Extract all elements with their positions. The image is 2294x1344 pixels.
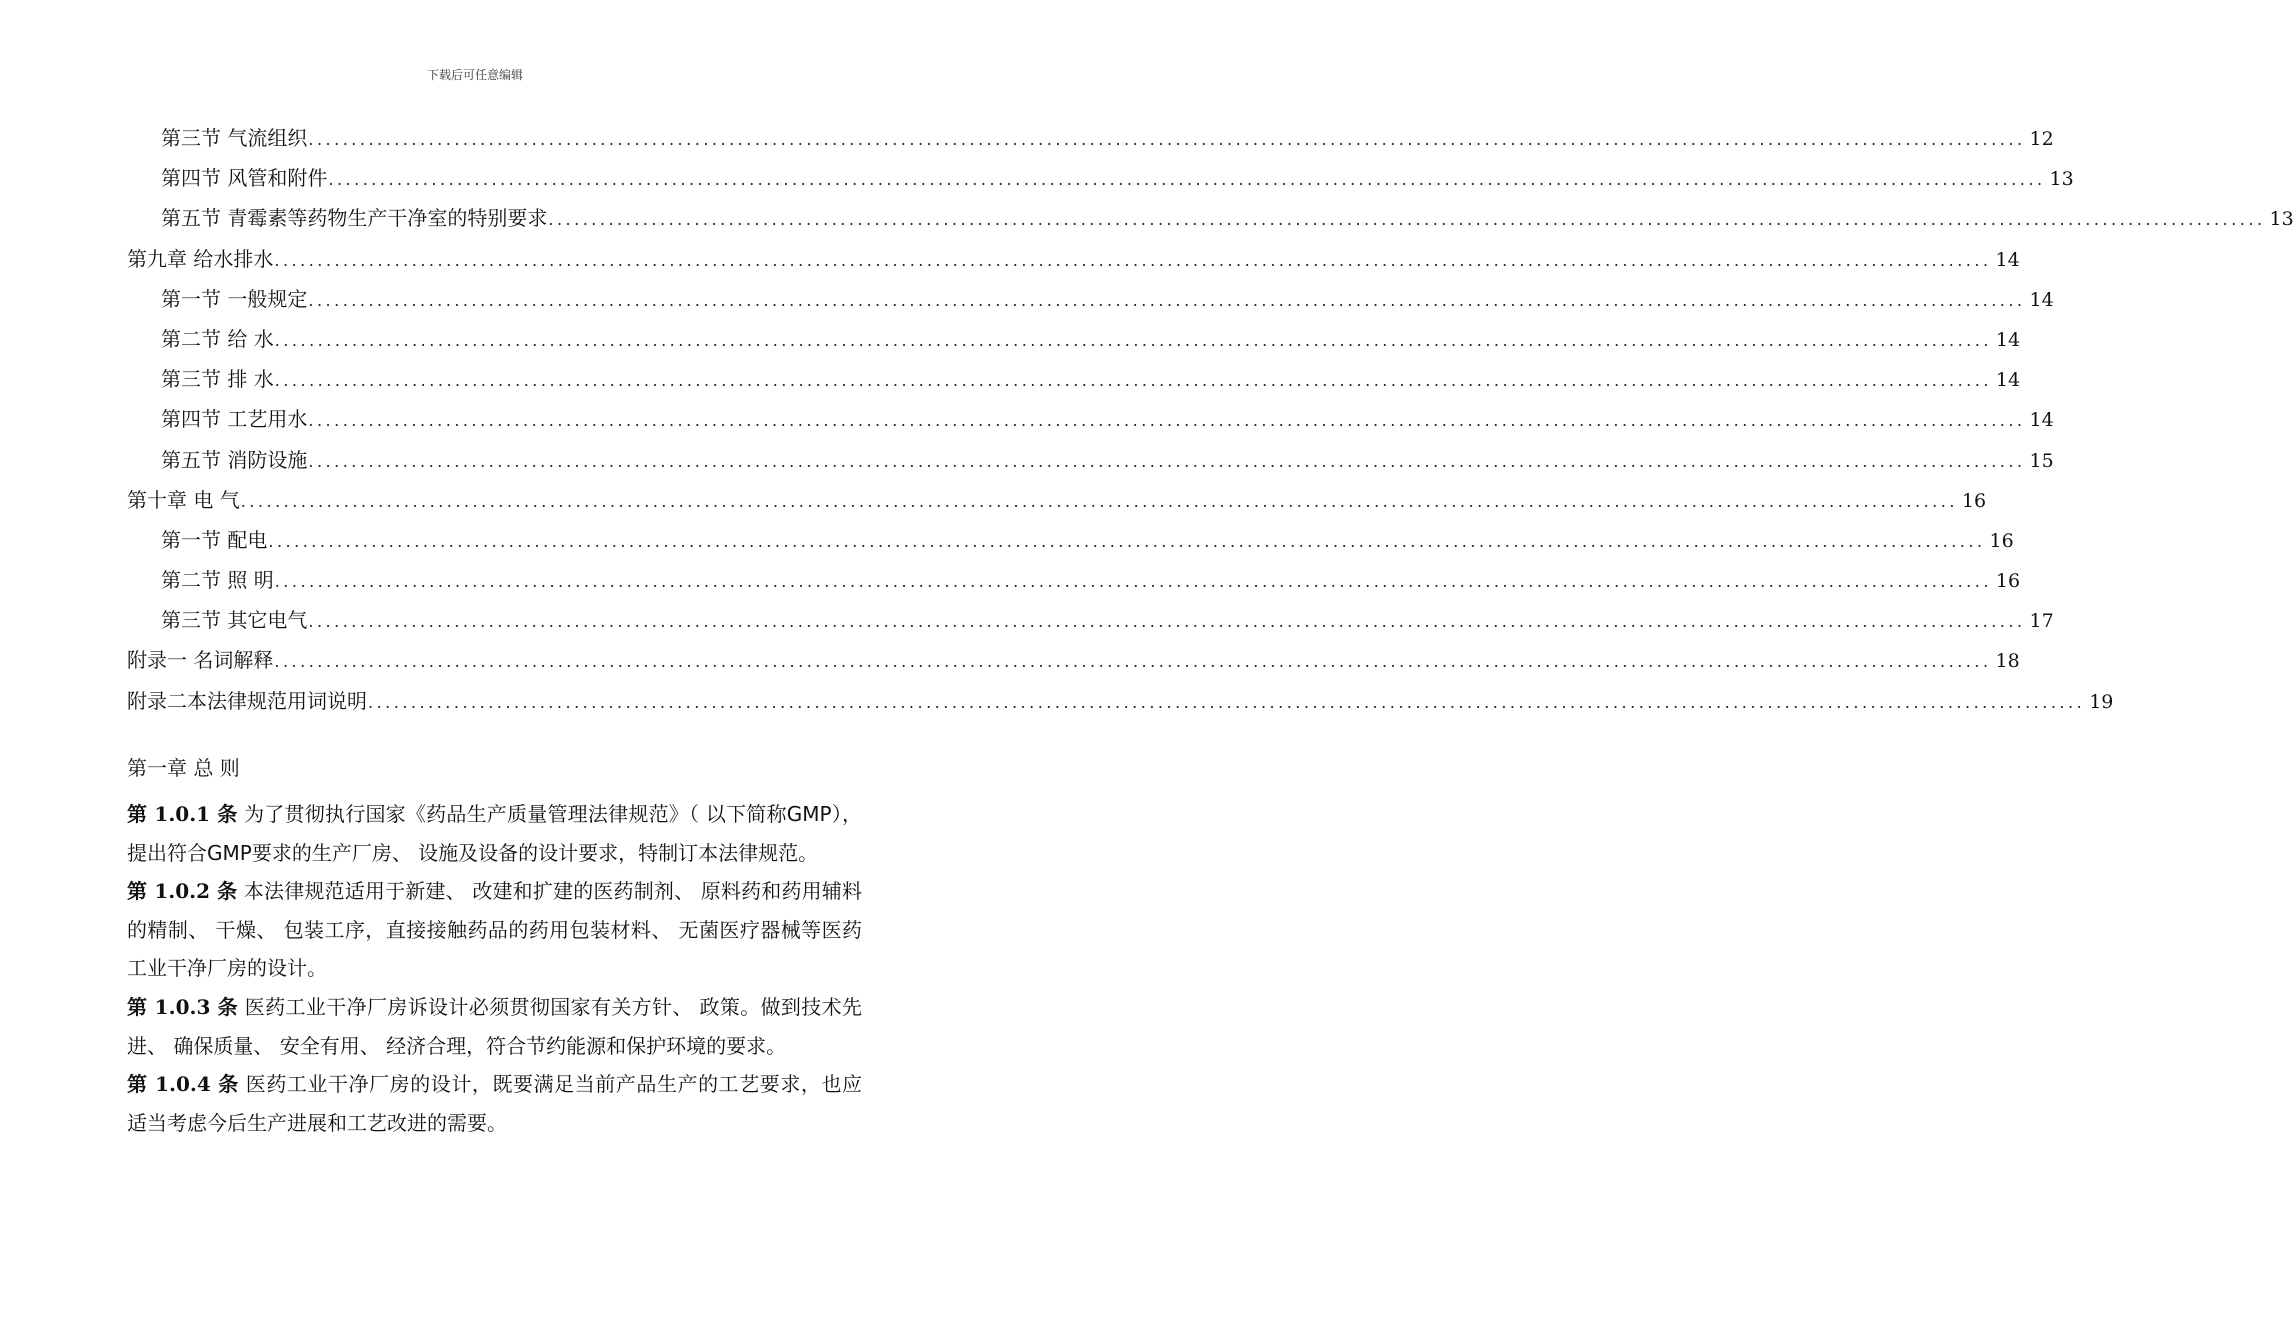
toc-leader-dots: ........................................................................................................................................................................................................ bbox=[308, 612, 2026, 632]
toc-entry bbox=[127, 600, 2054, 640]
toc-entry-page: 16 bbox=[1989, 529, 2014, 552]
toc-entry-page: 14 bbox=[1995, 328, 2021, 351]
table-of-contents bbox=[127, 118, 2294, 721]
toc-entry-title: 第五节 消防设施 bbox=[161, 447, 308, 472]
toc-leader-dots: ........................................................................................................................................................................................................ bbox=[274, 572, 1992, 592]
toc-leader-dots: ........................................................................................................................................................................................................ bbox=[274, 330, 1992, 350]
toc-entry-title: 第四节 工艺用水 bbox=[161, 407, 308, 432]
toc-entry-title: 第四节 风管和附件 bbox=[161, 166, 328, 191]
toc-entry-title: 附录一 名词解释 bbox=[127, 648, 274, 673]
article-text: 为了贯彻执行国家《药品生产质量管理法律规范》（ 以下简称GMP），提出符合GMP要求的生产厂房、 设施及设备的设计要求，特制订本法律规范。 bbox=[127, 802, 863, 865]
toc-entry bbox=[127, 440, 2054, 480]
article-number: 第 1.0.3 条 bbox=[127, 994, 239, 1019]
toc-entry bbox=[127, 399, 2054, 439]
toc-entry-page: 15 bbox=[2029, 449, 2054, 472]
toc-leader-dots: ........................................................................................................................................................................................................ bbox=[368, 692, 2086, 712]
toc-entry-title: 第一节 一般规定 bbox=[161, 286, 308, 311]
articles-body bbox=[127, 795, 862, 1142]
toc-entry-page: 13 bbox=[2049, 168, 2074, 191]
article-text: 医药工业干净厂房诉设计必须贯彻国家有关方针、 政策。做到技术先进、 确保质量、 安全有用、 经济合理，符合节约能源和保护环境的要求。 bbox=[127, 994, 863, 1058]
article-paragraph bbox=[127, 1065, 862, 1142]
toc-entry-page: 12 bbox=[2029, 128, 2054, 150]
toc-leader-dots: ........................................................................................................................................................................................................ bbox=[268, 531, 1986, 551]
article-number: 第 1.0.1 条 bbox=[127, 802, 238, 826]
toc-entry-page: 16 bbox=[1961, 489, 1987, 512]
toc-entry-title: 第九章 给水排水 bbox=[127, 246, 274, 271]
toc-entry-page: 17 bbox=[2029, 610, 2054, 633]
toc-entry bbox=[127, 198, 2294, 238]
toc-entry-title: 第三节 其它电气 bbox=[161, 608, 308, 633]
toc-leader-dots: ........................................................................................................................................................................................................ bbox=[548, 210, 2266, 230]
chapter-heading: 第一章 总 则 bbox=[127, 756, 240, 780]
toc-leader-dots: ........................................................................................................................................................................................................ bbox=[308, 130, 2026, 149]
toc-entry bbox=[127, 640, 2020, 680]
article-text: 本法律规范适用于新建、 改建和扩建的医药制剂、 原料药和药用辅料的精制、 干燥、 包装工序，直接接触药品的药用包装材料、 无菌医疗器械等医药工业干净厂房的设计。 bbox=[127, 879, 863, 981]
article-paragraph bbox=[127, 872, 862, 988]
toc-entry-page: 19 bbox=[2089, 690, 2114, 713]
toc-leader-dots: ........................................................................................................................................................................................................ bbox=[274, 652, 1992, 672]
toc-leader-dots: ........................................................................................................................................................................................................ bbox=[308, 451, 2026, 471]
toc-leader-dots: ........................................................................................................................................................................................................ bbox=[308, 411, 2026, 431]
toc-entry-title: 第二节 照 明 bbox=[161, 568, 274, 593]
toc-entry bbox=[127, 158, 2074, 198]
toc-entry-page: 14 bbox=[1995, 369, 2021, 392]
article-text: 医药工业干净厂房的设计，既要满足当前产品生产的工艺要求，也应适当考虑今后生产进展和工艺改进的需要。 bbox=[127, 1072, 862, 1135]
toc-leader-dots: ........................................................................................................................................................................................................ bbox=[308, 290, 2026, 310]
toc-leader-dots: ........................................................................................................................................................................................................ bbox=[328, 170, 2046, 190]
toc-entry bbox=[127, 560, 2021, 600]
toc-entry bbox=[127, 681, 2114, 721]
toc-entry-title: 附录二本法律规范用词说明 bbox=[127, 688, 367, 713]
article-number: 第 1.0.2 条 bbox=[127, 879, 238, 904]
toc-entry-title: 第五节 青霉素等药物生产干净室的特别要求 bbox=[161, 206, 548, 231]
toc-entry-page: 13 bbox=[2269, 208, 2294, 231]
toc-entry bbox=[127, 480, 1987, 520]
toc-leader-dots: ........................................................................................................................................................................................................ bbox=[274, 371, 1992, 391]
toc-entry-title: 第十章 电 气 bbox=[127, 487, 240, 512]
toc-entry-page: 14 bbox=[2029, 288, 2054, 311]
toc-entry-title: 第一节 配电 bbox=[161, 527, 268, 552]
article-paragraph bbox=[127, 795, 862, 872]
toc-entry bbox=[127, 279, 2054, 319]
toc-entry bbox=[127, 520, 2014, 560]
toc-leader-dots: ........................................................................................................................................................................................................ bbox=[240, 491, 1958, 511]
toc-entry-title: 第二节 给 水 bbox=[161, 326, 274, 351]
page-header: 下载后可任意编辑 bbox=[426, 68, 523, 82]
article-number: 第 1.0.4 条 bbox=[127, 1072, 239, 1097]
toc-entry bbox=[127, 239, 2020, 279]
toc-entry-title: 第三节 排 水 bbox=[161, 367, 274, 392]
toc-entry-title: 第三节 气流组织 bbox=[161, 126, 308, 150]
toc-entry bbox=[127, 118, 2054, 158]
toc-entry bbox=[127, 359, 2021, 399]
toc-entry-page: 14 bbox=[1995, 248, 2020, 271]
toc-entry-page: 18 bbox=[1995, 650, 2020, 673]
toc-entry-page: 14 bbox=[2029, 409, 2054, 432]
toc-entry bbox=[127, 319, 2021, 359]
toc-entry-page: 16 bbox=[1995, 570, 2021, 593]
article-paragraph bbox=[127, 988, 862, 1065]
toc-leader-dots: ........................................................................................................................................................................................................ bbox=[274, 250, 1992, 270]
